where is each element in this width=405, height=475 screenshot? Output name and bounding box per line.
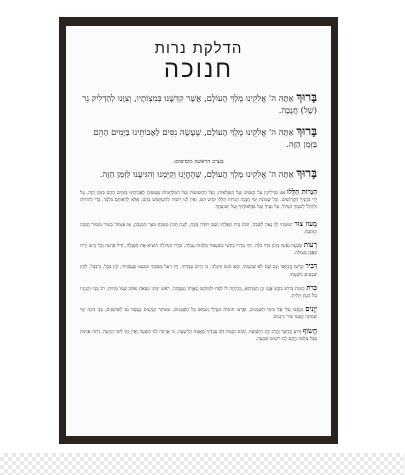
blessing-2 <box>80 125 317 150</box>
blessing-3-first-word: בָּרוּךְ <box>296 166 317 180</box>
transparency-checker-strip <box>0 453 405 475</box>
title-block <box>80 40 317 81</box>
blessing-2-text: אַתָּה ה' אֱלֹקֵינוּ מֶלֶךְ הָעוֹלָם, שֶׁעָשָׂה נִסִּים לַאֲבוֹתֵינוּ בַּיָּמִים הָהֵם בַּזְּמַן הַזֶּה. <box>93 127 317 149</box>
blessing-1 <box>80 91 317 116</box>
maoz-stanza-2-text: שָׂבְעָה נַפְשִׁי בְּיָגוֹן כֹּחִי כִּלָּה, חַיַּי מֵרְרוּ בְקֹשִׁי בְּשִׁעְבּוּד מַלְכוּת עֶגְלָה, וּבְיָדוֹ הַגְּדוֹלָה הוֹצִיא אֶת הַסְּגֻלָּה, חֵיל פַּרְעֹה וְכָל זַרְעוֹ יָרְדוּ כְּאֶבֶן מְצוּלָה. <box>80 244 317 257</box>
maoz-stanza-3 <box>80 263 317 278</box>
maoz-stanza-5-head: יְוָנִים <box>305 305 318 314</box>
maoz-stanza-1-head: מָעוֹז צוּר <box>294 219 318 228</box>
maoz-stanza-3-head: דְּבִיר <box>305 262 318 271</box>
blessing-3-text: אַתָּה ה' אֱלֹקֵינוּ מֶלֶךְ הָעוֹלָם, שֶׁהֶחֱיָנוּ וְקִיְּמָנוּ וְהִגִּיעָנוּ לַזְּמַן הַזֶּה. <box>99 169 294 179</box>
maoz-stanza-4 <box>80 285 317 300</box>
maoz-stanza-1 <box>80 221 317 236</box>
hanerot-text: אָנוּ מַדְלִיקִין עַל הַנִּסִּים וְעַל הַנִּפְלָאוֹת, וְעַל הַתְּשׁוּעוֹת וְעַל הַמִּלְחָמוֹת שֶׁעָשִׂיתָ לַאֲבוֹתֵינוּ בַּיָּמִים הָהֵם בַּזְּמַן הַזֶּה, עַל יְדֵי כֹּהֲנֶיךָ הַקְּדוֹשִׁים. וְכָל שְׁמוֹנַת יְמֵי חֲנֻכָּה הַנֵּרוֹת הַלָּלוּ קֹדֶשׁ הֵם, וְאֵין לָנוּ רְשׁוּת לְהִשְׁתַּמֵּשׁ בָּהֶם, אֶלָּא לִרְאוֹתָם בִּלְבָד, כְּדֵי לְהוֹדוֹת וּלְהַלֵּל לְשִׁמְךָ הַגָּדוֹל, עַל נִסֶּיךָ וְעַל נִפְלְאוֹתֶיךָ וְעַל יְשׁוּעָתֶךָ. <box>80 191 317 211</box>
maoz-stanza-5 <box>80 306 317 321</box>
maoz-stanza-2 <box>80 242 317 257</box>
maoz-stanza-3-text: קָדְשׁוֹ הֱבִיאַנִי וְגַם שָׁם לֹא שָׁקַטְתִּי, וּבָא נוֹגֵשׂ וְהִגְלַנִי, כִּי זָרִים עָבַדְתִּי, וְיֵין רַעַל מָסַכְתִּי כִּמְעַט שֶׁעָבַרְתִּי, קֵץ בָּבֶל, זְרֻבָּבֶל, לְקֵץ שִׁבְעִים נוֹשַׁעְתִּי. <box>80 265 317 278</box>
maoz-stanza-6-head: חֲשׂוֹף <box>302 326 317 335</box>
maoz-stanza-4-text: קוֹמַת בְּרוֹשׁ בִּקֵּשׁ אֲגָגִי בֶּן הַמְּדָתָא, וְנִהְיָתָה לוֹ לְפַח וּלְמוֹקֵשׁ וְגַאֲוָתוֹ נִשְׁבָּתָה, רֹאשׁ יְמִינִי נִשֵּׂאתָ וְאוֹיֵב שְׁמוֹ מָחִיתָ, רֹב בָּנָיו וְקִנְיָנָיו עַל הָעֵץ תָּלִיתָ. <box>80 286 317 300</box>
blessing-1-text: אַתָּה ה' אֱלֹקֵינוּ מֶלֶךְ הָעוֹלָם, אֲשֶׁר קִדְּשָׁנוּ בְּמִצְוֹתָיו, וְצִוָּנוּ לְהַדְלִיק נֵר (שֶׁל) חֲנֻכָּה. <box>82 93 317 115</box>
hanukkah-card <box>66 26 331 436</box>
maoz-stanza-1-text: יְשׁוּעָתִי לְךָ נָאֶה לְשַׁבֵּחַ, תִּכּוֹן בֵּית תְּפִלָּתִי וְשָׁם תּוֹדָה נְזַבֵּחַ, לְעֵת תָּכִין מַטְבֵּחַ מִצָּר הַמְנַבֵּחַ, אָז אֶגְמוֹר בְּשִׁיר מִזְמוֹר חֲנֻכַּת הַמִּזְבֵּחַ. <box>80 222 317 235</box>
blessing-3 <box>80 167 317 180</box>
blessing-2-first-word: בָּרוּךְ <box>296 124 317 138</box>
first-night-note: בערב הראשון מוסיפים: <box>173 159 224 165</box>
hanerot-paragraph <box>80 189 317 212</box>
title-line-2: חנוכה <box>163 55 234 83</box>
blessing-1-first-word: בָּרוּךְ <box>296 90 317 104</box>
maoz-stanza-5-text: נִקְבְּצוּ עָלַי אֲזַי בִּימֵי חַשְׁמַנִּים, וּפָרְצוּ חוֹמוֹת מִגְדָּלַי וְטִמְּאוּ כָּל הַשְּׁמָנִים, וּמִנּוֹתַר קַנְקַנִּים נַעֲשָׂה נֵס לַשּׁוֹשַׁנִּים, בְּנֵי בִינָה יְמֵי שְׁמוֹנָה קָבְעוּ שִׁיר וּרְנָנִים. <box>80 308 317 321</box>
maoz-stanza-2-head: רָעוֹת <box>303 241 317 250</box>
title-line-1: הדלקת נרות <box>154 39 243 57</box>
maoz-stanza-4-head: כְּרֹת <box>306 283 317 292</box>
maoz-stanza-6 <box>80 328 317 343</box>
hanerot-head: הַנֵּרוֹת הַלָּלוּ <box>287 188 318 196</box>
maoz-stanza-6-text: זְרוֹעַ קָדְשֶׁךָ וְקָרֵב קֵץ הַיְשׁוּעָה, נְקוֹם נִקְמַת דַּם עֲבָדֶיךָ מֵאֻמָּה הָרְשָׁעָה, כִּי אָרְכָה לָנוּ הַשָּׁעָה וְאֵין קֵץ לִימֵי הָרָעָה, דְּחֵה אַדְמוֹן בְּצֵל צַלְמוֹן הָקֵם לָנוּ רוֹעִים שִׁבְעָה. <box>80 329 317 342</box>
